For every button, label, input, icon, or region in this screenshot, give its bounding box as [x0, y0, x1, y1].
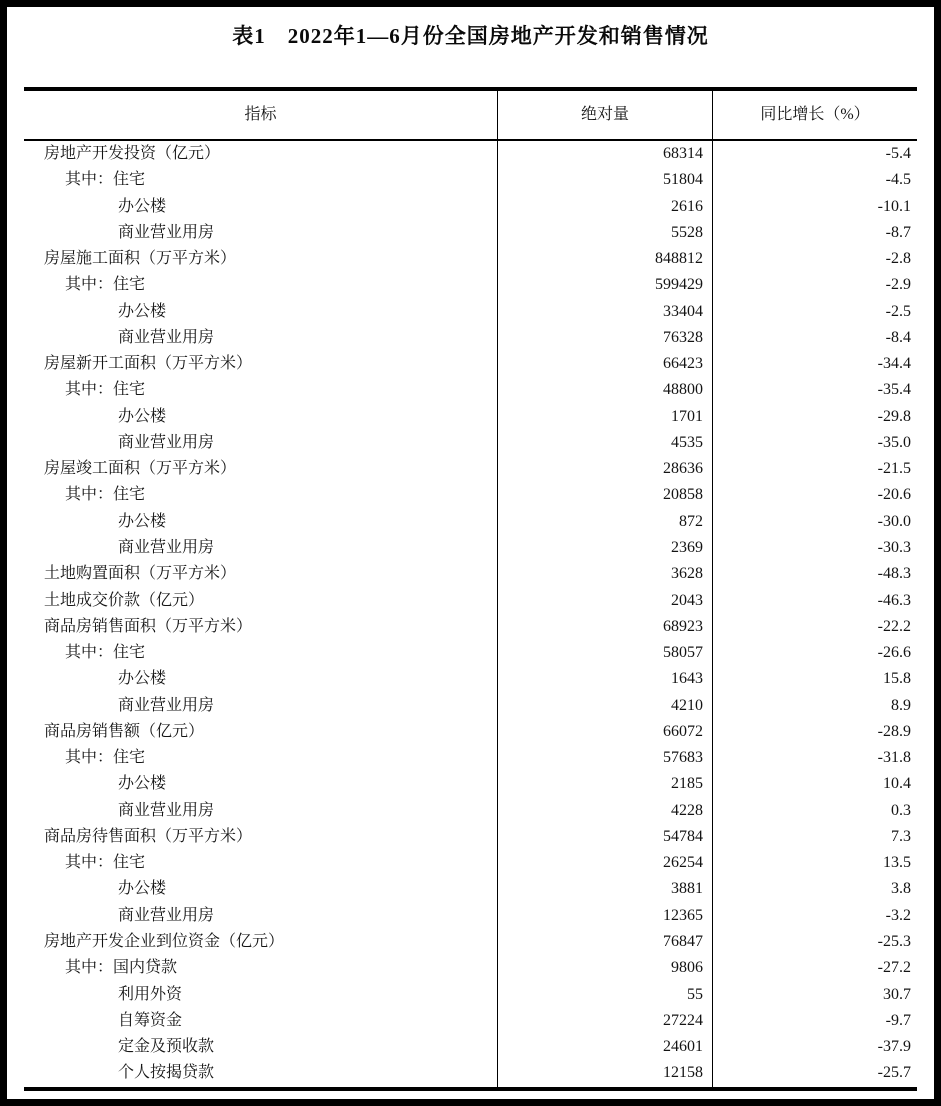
cell-indicator: 办公楼 — [118, 880, 167, 898]
cell-indicator: 房屋新开工面积（万平方米） — [44, 355, 253, 373]
cell-yoy-growth: -8.7 — [885, 223, 911, 241]
cell-yoy-growth: -22.2 — [877, 617, 911, 635]
cell-yoy-growth: -30.0 — [877, 512, 911, 530]
cell-indicator: 其中：住宅 — [65, 171, 146, 189]
cell-yoy-growth: -10.1 — [877, 197, 911, 215]
cell-indicator: 个人按揭贷款 — [118, 1064, 215, 1082]
cell-yoy-growth: -20.6 — [877, 486, 911, 504]
cell-indicator: 其中：国内贷款 — [65, 959, 178, 977]
cell-indicator: 自筹资金 — [118, 1011, 183, 1029]
table-row — [24, 299, 917, 325]
table-row — [24, 325, 917, 351]
cell-indicator: 商业营业用房 — [118, 328, 215, 346]
table-title: 表1 2022年1—6月份全国房地产开发和销售情况 — [232, 24, 709, 48]
table-row — [24, 955, 917, 981]
cell-indicator: 其中：住宅 — [65, 749, 146, 767]
cell-indicator: 商业营业用房 — [118, 906, 215, 924]
cell-absolute-value: 1643 — [497, 666, 713, 692]
cell-absolute-value: 33404 — [497, 299, 713, 325]
cell-yoy-growth: 0.3 — [891, 801, 911, 819]
cell-indicator: 办公楼 — [118, 302, 167, 320]
cell-yoy-growth: -2.8 — [885, 250, 911, 268]
cell-indicator: 其中：住宅 — [65, 276, 146, 294]
cell-indicator: 商品房销售额（亿元） — [44, 722, 205, 740]
cell-absolute-value: 4535 — [497, 430, 713, 456]
cell-absolute-value: 68923 — [497, 614, 713, 640]
cell-absolute-value: 2043 — [497, 588, 713, 614]
cell-yoy-growth: -25.7 — [877, 1064, 911, 1082]
cell-absolute-value: 27224 — [497, 1008, 713, 1034]
table-row — [24, 693, 917, 719]
cell-absolute-value: 12365 — [497, 903, 713, 929]
cell-absolute-value: 55 — [497, 982, 713, 1008]
cell-yoy-growth: -3.2 — [885, 906, 911, 924]
cell-indicator: 商业营业用房 — [118, 538, 215, 556]
cell-absolute-value: 2369 — [497, 535, 713, 561]
cell-yoy-growth: -31.8 — [877, 749, 911, 767]
table-row — [24, 798, 917, 824]
cell-yoy-growth: -37.9 — [877, 1038, 911, 1056]
cell-absolute-value: 4228 — [497, 798, 713, 824]
cell-yoy-growth: -5.4 — [885, 145, 911, 162]
cell-indicator: 办公楼 — [118, 512, 167, 530]
cell-absolute-value: 58057 — [497, 640, 713, 666]
cell-yoy-growth: -21.5 — [877, 460, 911, 478]
cell-absolute-value: 3628 — [497, 561, 713, 587]
cell-yoy-growth: -34.4 — [877, 355, 911, 373]
table-row — [24, 1008, 917, 1034]
cell-indicator: 商品房销售面积（万平方米） — [44, 617, 253, 635]
cell-indicator: 利用外资 — [118, 985, 183, 1003]
cell-yoy-growth: -9.7 — [885, 1011, 911, 1029]
cell-absolute-value: 76847 — [497, 929, 713, 955]
cell-indicator: 其中：住宅 — [65, 854, 146, 872]
cell-indicator: 办公楼 — [118, 197, 167, 215]
cell-absolute-value: 1701 — [497, 404, 713, 430]
cell-absolute-value: 599429 — [497, 272, 713, 298]
table-row — [24, 588, 917, 614]
table-row — [24, 1034, 917, 1060]
cell-yoy-growth: -2.9 — [885, 276, 911, 294]
column-header-indicator: 指标 — [244, 106, 277, 123]
table-header-row — [24, 91, 917, 141]
cell-indicator: 办公楼 — [118, 775, 167, 793]
table-row — [24, 482, 917, 508]
cell-absolute-value: 48800 — [497, 377, 713, 403]
cell-yoy-growth: -4.5 — [885, 171, 911, 189]
cell-absolute-value: 872 — [497, 509, 713, 535]
cell-yoy-growth: 15.8 — [883, 670, 911, 688]
cell-absolute-value: 57683 — [497, 745, 713, 771]
cell-yoy-growth: 30.7 — [883, 985, 911, 1003]
table-row — [24, 194, 917, 220]
cell-indicator: 房地产开发企业到位资金（亿元） — [44, 932, 285, 950]
table-row — [24, 640, 917, 666]
cell-absolute-value: 2616 — [497, 194, 713, 220]
cell-yoy-growth: -29.8 — [877, 407, 911, 425]
cell-yoy-growth: 13.5 — [883, 854, 911, 872]
cell-indicator: 商业营业用房 — [118, 433, 215, 451]
statistics-table — [24, 87, 917, 1091]
cell-indicator: 商业营业用房 — [118, 223, 215, 241]
cell-absolute-value: 76328 — [497, 325, 713, 351]
table-row — [24, 220, 917, 246]
cell-absolute-value: 20858 — [497, 482, 713, 508]
cell-yoy-growth: -8.4 — [885, 328, 911, 346]
cell-yoy-growth: 7.3 — [891, 827, 911, 845]
table-row — [24, 377, 917, 403]
table-row — [24, 719, 917, 745]
cell-absolute-value: 4210 — [497, 693, 713, 719]
table-row — [24, 141, 917, 167]
cell-indicator: 商业营业用房 — [118, 696, 215, 714]
table-row — [24, 614, 917, 640]
table-row — [24, 561, 917, 587]
cell-yoy-growth: -35.0 — [877, 433, 911, 451]
cell-indicator: 土地成交价款（亿元） — [44, 591, 205, 609]
cell-absolute-value: 9806 — [497, 955, 713, 981]
cell-absolute-value: 26254 — [497, 850, 713, 876]
table-row — [24, 666, 917, 692]
cell-absolute-value: 12158 — [497, 1060, 713, 1086]
cell-indicator: 房屋竣工面积（万平方米） — [44, 460, 237, 478]
table-row — [24, 903, 917, 929]
cell-indicator: 定金及预收款 — [118, 1038, 215, 1056]
table-row — [24, 771, 917, 797]
cell-indicator: 商业营业用房 — [118, 801, 215, 819]
cell-indicator: 其中：住宅 — [65, 381, 146, 399]
table-row — [24, 876, 917, 902]
table-row — [24, 456, 917, 482]
cell-absolute-value: 66072 — [497, 719, 713, 745]
table-row — [24, 404, 917, 430]
cell-absolute-value: 24601 — [497, 1034, 713, 1060]
cell-absolute-value: 5528 — [497, 220, 713, 246]
cell-absolute-value: 54784 — [497, 824, 713, 850]
cell-yoy-growth: -46.3 — [877, 591, 911, 609]
table-row — [24, 351, 917, 377]
table-row — [24, 167, 917, 193]
cell-absolute-value: 2185 — [497, 771, 713, 797]
cell-indicator: 商品房待售面积（万平方米） — [44, 827, 253, 845]
cell-yoy-growth: 3.8 — [891, 880, 911, 898]
table-row — [24, 1060, 917, 1086]
cell-yoy-growth: -35.4 — [877, 381, 911, 399]
table-body — [24, 141, 917, 1087]
cell-yoy-growth: -2.5 — [885, 302, 911, 320]
cell-absolute-value: 3881 — [497, 876, 713, 902]
cell-yoy-growth: -27.2 — [877, 959, 911, 977]
table-row — [24, 272, 917, 298]
table-row — [24, 824, 917, 850]
cell-absolute-value: 848812 — [497, 246, 713, 272]
table-row — [24, 850, 917, 876]
cell-indicator: 其中：住宅 — [65, 486, 146, 504]
cell-yoy-growth: -25.3 — [877, 932, 911, 950]
table-row — [24, 246, 917, 272]
cell-yoy-growth: -30.3 — [877, 538, 911, 556]
table-row — [24, 982, 917, 1008]
cell-absolute-value: 28636 — [497, 456, 713, 482]
cell-indicator: 其中：住宅 — [65, 644, 146, 662]
cell-indicator: 房地产开发投资（亿元） — [44, 145, 221, 162]
table-row — [24, 430, 917, 456]
table-row — [24, 745, 917, 771]
cell-indicator: 办公楼 — [118, 407, 167, 425]
cell-yoy-growth: -26.6 — [877, 644, 911, 662]
cell-indicator: 房屋施工面积（万平方米） — [44, 250, 237, 268]
column-header-absolute-value: 绝对量 — [497, 91, 713, 139]
cell-absolute-value: 66423 — [497, 351, 713, 377]
column-header-yoy-growth: 同比增长（%） — [760, 106, 870, 123]
cell-yoy-growth: -48.3 — [877, 565, 911, 583]
cell-absolute-value: 68314 — [497, 141, 713, 167]
cell-yoy-growth: 8.9 — [891, 696, 911, 714]
cell-yoy-growth: 10.4 — [883, 775, 911, 793]
cell-indicator: 办公楼 — [118, 670, 167, 688]
table-row — [24, 509, 917, 535]
cell-indicator: 土地购置面积（万平方米） — [44, 565, 237, 583]
cell-absolute-value: 51804 — [497, 167, 713, 193]
table-row — [24, 535, 917, 561]
table-row — [24, 929, 917, 955]
cell-yoy-growth: -28.9 — [877, 722, 911, 740]
